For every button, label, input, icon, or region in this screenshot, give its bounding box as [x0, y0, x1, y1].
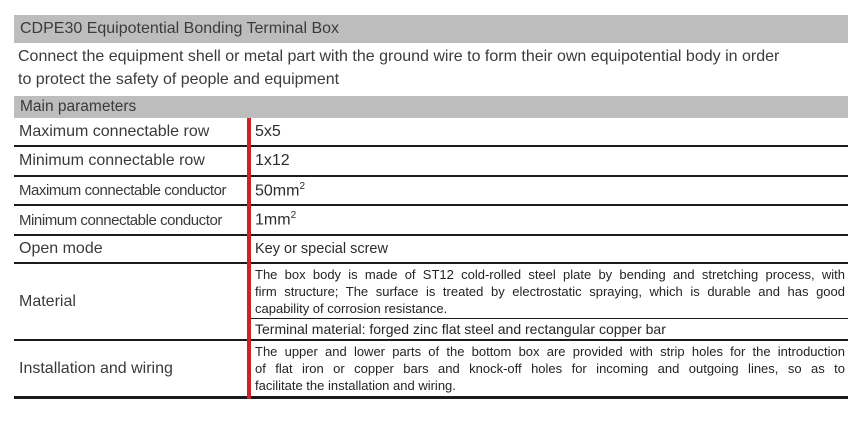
paragraph-line: of flat iron or copper bars and knock-off holes for incoming and outgoing lines, so as to: [255, 361, 845, 377]
param-label: Material: [19, 292, 76, 310]
param-value-group: [247, 264, 848, 339]
parameters-table: [14, 118, 848, 399]
product-description: [18, 46, 850, 91]
paragraph-line: facilitate the installation and wiring.: [255, 378, 456, 394]
param-value-group: [247, 341, 848, 396]
value-superscript: 2: [290, 210, 297, 222]
section-title: Main parameters: [20, 98, 137, 115]
table-row-min-connectable-row: [14, 147, 848, 177]
param-value: 5x5: [255, 122, 281, 140]
description-line-1: Connect the equipment shell or metal part with the ground wire to form their own equipotential body in order: [18, 48, 780, 65]
param-value: 1x12: [255, 152, 290, 169]
paragraph-line: capability of corrosion resistance.: [255, 301, 448, 317]
table-row-max-connectable-conductor: [14, 177, 848, 206]
column-divider-red: [247, 118, 251, 399]
paragraph-line: The box body is made of ST12 cold-rolled steel plate by bending and stretching process, with: [255, 267, 845, 282]
param-label: Maximum connectable conductor: [19, 182, 227, 199]
section-header-bar: [14, 96, 848, 118]
param-value: Key or special screw: [255, 241, 388, 257]
installation-paragraph: [247, 341, 848, 395]
table-row-min-connectable-conductor: [14, 206, 848, 236]
value-base: 50mm: [255, 182, 300, 200]
product-title-bar: [14, 15, 848, 43]
param-value: [247, 181, 848, 200]
description-line-2: to protect the safety of people and equipment: [18, 70, 340, 88]
table-row-max-connectable-row: [14, 118, 848, 147]
param-value: [247, 210, 848, 229]
table-row-open-mode: [14, 236, 848, 264]
table-row-material: [14, 264, 848, 341]
value-base: 1mm: [255, 211, 291, 229]
product-title: CDPE30 Equipotential Bonding Terminal Box: [20, 20, 340, 37]
paragraph-line: firm structure; The surface is treated by electrostatic spraying, which is durable and has good: [255, 284, 845, 300]
material-terminal-value: Terminal material: forged zinc flat steel and rectangular copper bar: [255, 320, 666, 337]
value-superscript: 2: [299, 180, 306, 192]
param-label: Minimum connectable conductor: [19, 211, 222, 229]
param-label: Maximum connectable row: [19, 122, 210, 140]
param-label: Open mode: [19, 240, 103, 257]
table-row-installation-and-wiring: [14, 341, 848, 399]
param-label: Installation and wiring: [19, 359, 173, 377]
param-label: Minimum connectable row: [19, 152, 205, 169]
paragraph-line: The upper and lower parts of the bottom box are provided with strip holes for the introduction: [255, 344, 845, 359]
material-box-body-paragraph: [247, 264, 848, 319]
